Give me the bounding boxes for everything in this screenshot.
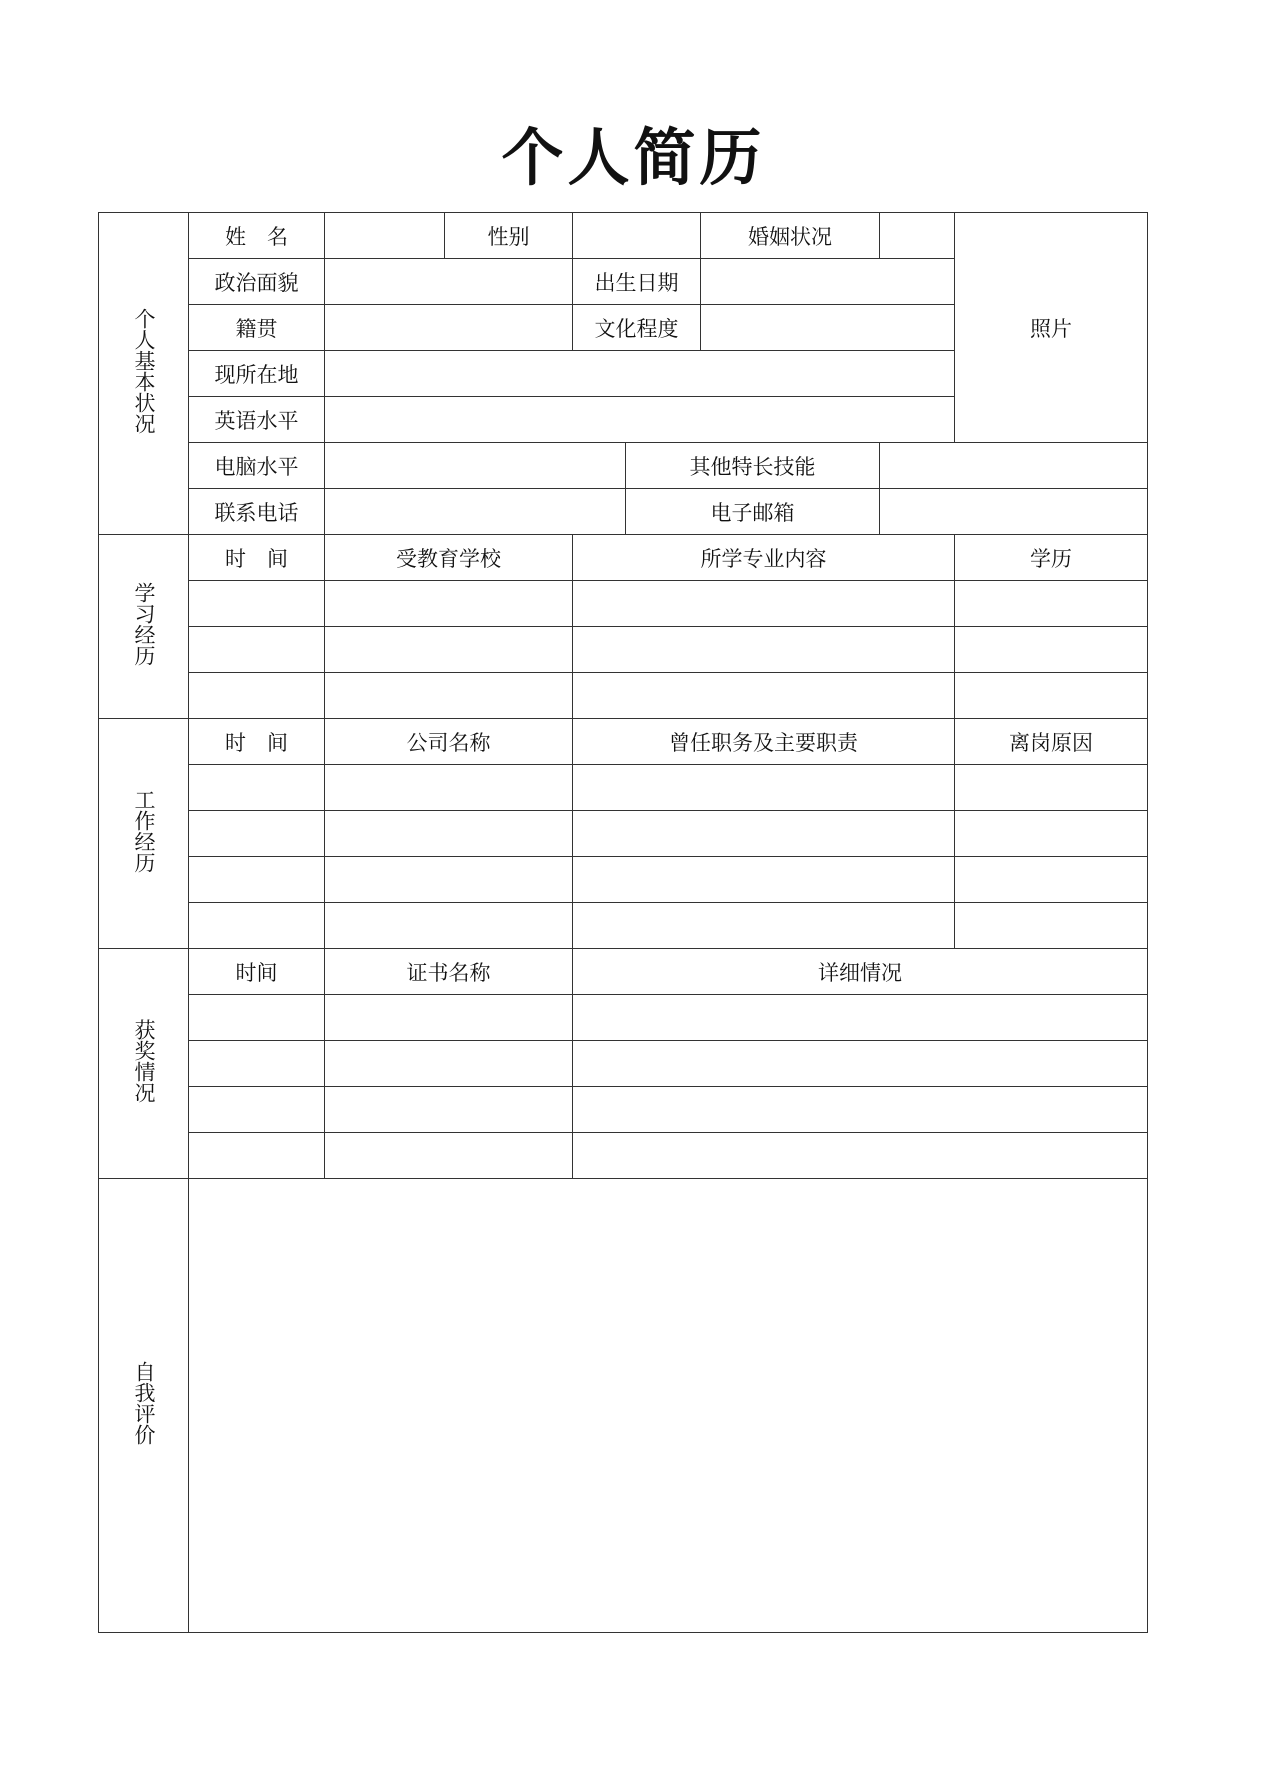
computer-field[interactable] (325, 443, 626, 489)
work-reason-cell[interactable] (955, 857, 1148, 903)
awards-time-cell[interactable] (189, 1041, 325, 1087)
self-eval-row (99, 1179, 1148, 1633)
education-major-cell[interactable] (573, 581, 955, 627)
work-row (99, 903, 1148, 949)
basic-row-7 (99, 489, 1148, 535)
work-time-cell[interactable] (189, 811, 325, 857)
photo-box[interactable]: 照片 (955, 213, 1148, 443)
email-field[interactable] (880, 489, 1148, 535)
gender-label: 性别 (445, 213, 573, 259)
work-time-cell[interactable] (189, 903, 325, 949)
education-major-cell[interactable] (573, 673, 955, 719)
awards-row (99, 1087, 1148, 1133)
awards-details-cell[interactable] (573, 1041, 1148, 1087)
education-header-major: 所学专业内容 (573, 535, 955, 581)
work-time-cell[interactable] (189, 765, 325, 811)
work-company-cell[interactable] (325, 765, 573, 811)
awards-certificate-cell[interactable] (325, 1087, 573, 1133)
awards-details-cell[interactable] (573, 1087, 1148, 1133)
work-row (99, 857, 1148, 903)
english-field[interactable] (325, 397, 955, 443)
education-degree-cell[interactable] (955, 627, 1148, 673)
work-section-label: 工作经历 (99, 719, 189, 949)
education-school-cell[interactable] (325, 627, 573, 673)
education-header-degree: 学历 (955, 535, 1148, 581)
education-header-row (99, 535, 1148, 581)
awards-section-label: 获奖情况 (99, 949, 189, 1179)
awards-row (99, 1041, 1148, 1087)
work-duties-cell[interactable] (573, 857, 955, 903)
computer-label: 电脑水平 (189, 443, 325, 489)
work-duties-cell[interactable] (573, 765, 955, 811)
gender-field[interactable] (573, 213, 701, 259)
work-time-cell[interactable] (189, 857, 325, 903)
awards-certificate-cell[interactable] (325, 995, 573, 1041)
education-time-cell[interactable] (189, 627, 325, 673)
awards-time-cell[interactable] (189, 995, 325, 1041)
education-major-cell[interactable] (573, 627, 955, 673)
work-company-cell[interactable] (325, 811, 573, 857)
education-level-field[interactable] (701, 305, 955, 351)
awards-row (99, 1133, 1148, 1179)
awards-certificate-cell[interactable] (325, 1133, 573, 1179)
skills-label: 其他特长技能 (626, 443, 880, 489)
awards-details-cell[interactable] (573, 1133, 1148, 1179)
address-label: 现所在地 (189, 351, 325, 397)
work-header-duties: 曾任职务及主要职责 (573, 719, 955, 765)
work-reason-cell[interactable] (955, 765, 1148, 811)
awards-time-cell[interactable] (189, 1087, 325, 1133)
education-section-label: 学习经历 (99, 535, 189, 719)
skills-field[interactable] (880, 443, 1148, 489)
education-header-school: 受教育学校 (325, 535, 573, 581)
work-reason-cell[interactable] (955, 811, 1148, 857)
basic-row-6 (99, 443, 1148, 489)
education-school-cell[interactable] (325, 673, 573, 719)
education-time-cell[interactable] (189, 581, 325, 627)
work-duties-cell[interactable] (573, 811, 955, 857)
self-eval-section-label: 自我评价 (99, 1179, 189, 1633)
basic-section-label: 个人基本状况 (99, 213, 189, 535)
awards-details-cell[interactable] (573, 995, 1148, 1041)
page-title: 个人简历 (501, 121, 766, 194)
awards-header-row (99, 949, 1148, 995)
address-field[interactable] (325, 351, 955, 397)
native-label: 籍贯 (189, 305, 325, 351)
work-header-reason: 离岗原因 (955, 719, 1148, 765)
work-company-cell[interactable] (325, 857, 573, 903)
education-school-cell[interactable] (325, 581, 573, 627)
native-field[interactable] (325, 305, 573, 351)
work-company-cell[interactable] (325, 903, 573, 949)
email-label: 电子邮箱 (626, 489, 880, 535)
name-field[interactable] (325, 213, 445, 259)
basic-row-1 (99, 213, 1148, 259)
marital-label: 婚姻状况 (701, 213, 880, 259)
education-degree-cell[interactable] (955, 673, 1148, 719)
work-header-time: 时 间 (189, 719, 325, 765)
education-degree-cell[interactable] (955, 581, 1148, 627)
awards-header-details: 详细情况 (573, 949, 1148, 995)
education-level-label: 文化程度 (573, 305, 701, 351)
self-eval-field[interactable] (189, 1179, 1148, 1633)
work-reason-cell[interactable] (955, 903, 1148, 949)
phone-field[interactable] (325, 489, 626, 535)
birth-field[interactable] (701, 259, 955, 305)
awards-row (99, 995, 1148, 1041)
work-header-row (99, 719, 1148, 765)
marital-field[interactable] (880, 213, 955, 259)
work-row (99, 765, 1148, 811)
awards-header-certificate: 证书名称 (325, 949, 573, 995)
birth-label: 出生日期 (573, 259, 701, 305)
education-time-cell[interactable] (189, 673, 325, 719)
political-field[interactable] (325, 259, 573, 305)
work-duties-cell[interactable] (573, 903, 955, 949)
education-row (99, 627, 1148, 673)
name-label: 姓 名 (189, 213, 325, 259)
work-header-company: 公司名称 (325, 719, 573, 765)
awards-time-cell[interactable] (189, 1133, 325, 1179)
resume-table (98, 212, 1148, 1633)
awards-certificate-cell[interactable] (325, 1041, 573, 1087)
education-row (99, 581, 1148, 627)
awards-header-time: 时间 (189, 949, 325, 995)
education-row (99, 673, 1148, 719)
education-header-time: 时 间 (189, 535, 325, 581)
political-label: 政治面貌 (189, 259, 325, 305)
phone-label: 联系电话 (189, 489, 325, 535)
english-label: 英语水平 (189, 397, 325, 443)
work-row (99, 811, 1148, 857)
